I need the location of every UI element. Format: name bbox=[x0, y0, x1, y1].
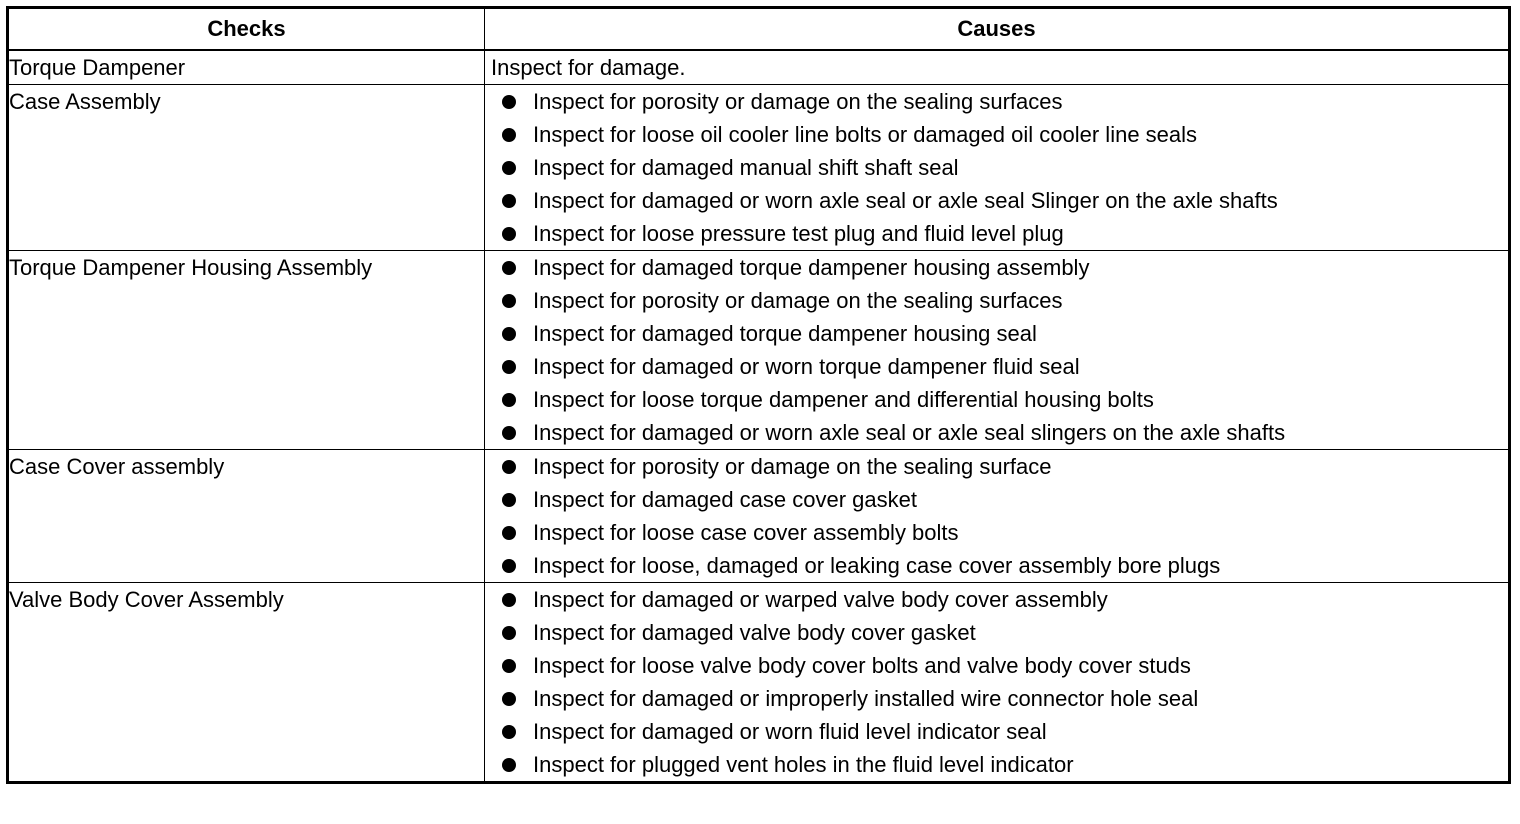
bullet-icon bbox=[502, 526, 516, 540]
table-row bbox=[8, 50, 1510, 85]
cause-text: Inspect for damaged or worn fluid level indicator seal bbox=[533, 719, 1047, 744]
list-item bbox=[485, 217, 1508, 250]
header-checks: Checks bbox=[8, 8, 485, 51]
list-item bbox=[485, 649, 1508, 682]
cause-text: Inspect for damaged case cover gasket bbox=[533, 487, 917, 512]
list-item bbox=[485, 251, 1508, 284]
bullet-icon bbox=[502, 261, 516, 275]
table-row bbox=[8, 450, 1510, 583]
table-row bbox=[8, 85, 1510, 251]
list-item bbox=[485, 284, 1508, 317]
cause-text: Inspect for loose, damaged or leaking case cover assembly bore plugs bbox=[533, 553, 1221, 578]
bullet-icon bbox=[502, 294, 516, 308]
bullet-icon bbox=[502, 426, 516, 440]
table-row bbox=[8, 583, 1510, 783]
cause-text: Inspect for damaged or improperly installed wire connector hole seal bbox=[533, 686, 1199, 711]
cause-cell: Inspect for damage. bbox=[485, 50, 1510, 85]
cause-text: Inspect for loose case cover assembly bolts bbox=[533, 520, 959, 545]
list-item bbox=[485, 383, 1508, 416]
check-cell: Torque Dampener Housing Assembly bbox=[8, 251, 485, 450]
list-item bbox=[485, 317, 1508, 350]
table-row bbox=[8, 251, 1510, 450]
bullet-icon bbox=[502, 692, 516, 706]
list-item bbox=[485, 184, 1508, 217]
bullet-icon bbox=[502, 360, 516, 374]
list-item bbox=[485, 416, 1508, 449]
cause-list bbox=[485, 85, 1508, 250]
list-item bbox=[485, 682, 1508, 715]
checks-causes-table bbox=[6, 6, 1511, 784]
cause-cell bbox=[485, 583, 1510, 783]
bullet-icon bbox=[502, 393, 516, 407]
cause-text: Inspect for porosity or damage on the sealing surfaces bbox=[533, 89, 1063, 114]
cause-text: Inspect for loose torque dampener and differential housing bolts bbox=[533, 387, 1154, 412]
bullet-icon bbox=[502, 659, 516, 673]
bullet-icon bbox=[502, 593, 516, 607]
cause-text: Inspect for plugged vent holes in the fluid level indicator bbox=[533, 752, 1074, 777]
check-cell: Valve Body Cover Assembly bbox=[8, 583, 485, 783]
list-item bbox=[485, 616, 1508, 649]
cause-list bbox=[485, 450, 1508, 582]
bullet-icon bbox=[502, 128, 516, 142]
cause-cell bbox=[485, 450, 1510, 583]
cause-text: Inspect for damaged torque dampener housing seal bbox=[533, 321, 1037, 346]
cause-list bbox=[485, 583, 1508, 781]
list-item bbox=[485, 715, 1508, 748]
cause-text: Inspect for porosity or damage on the sealing surface bbox=[533, 454, 1052, 479]
list-item bbox=[485, 118, 1508, 151]
cause-list bbox=[485, 251, 1508, 449]
cause-cell bbox=[485, 85, 1510, 251]
list-item bbox=[485, 516, 1508, 549]
bullet-icon bbox=[502, 758, 516, 772]
cause-text: Inspect for damaged or worn axle seal or axle seal slingers on the axle shafts bbox=[533, 420, 1286, 445]
bullet-icon bbox=[502, 493, 516, 507]
cause-text: Inspect for damaged torque dampener housing assembly bbox=[533, 255, 1090, 280]
list-item bbox=[485, 483, 1508, 516]
check-cell: Case Cover assembly bbox=[8, 450, 485, 583]
bullet-icon bbox=[502, 161, 516, 175]
cause-text: Inspect for loose valve body cover bolts and valve body cover studs bbox=[533, 653, 1191, 678]
cause-text: Inspect for damaged manual shift shaft seal bbox=[533, 155, 959, 180]
bullet-icon bbox=[502, 327, 516, 341]
cause-text: Inspect for damaged or worn torque dampener fluid seal bbox=[533, 354, 1080, 379]
bullet-icon bbox=[502, 626, 516, 640]
list-item bbox=[485, 748, 1508, 781]
check-cell: Torque Dampener bbox=[8, 50, 485, 85]
bullet-icon bbox=[502, 725, 516, 739]
cause-text: Inspect for loose oil cooler line bolts or damaged oil cooler line seals bbox=[533, 122, 1198, 147]
cause-cell bbox=[485, 251, 1510, 450]
list-item bbox=[485, 85, 1508, 118]
cause-text: Inspect for damaged valve body cover gasket bbox=[533, 620, 976, 645]
table-header-row bbox=[8, 8, 1510, 51]
cause-text: Inspect for loose pressure test plug and fluid level plug bbox=[533, 221, 1064, 246]
cause-text: Inspect for damaged or warped valve body cover assembly bbox=[533, 587, 1108, 612]
bullet-icon bbox=[502, 227, 516, 241]
bullet-icon bbox=[502, 95, 516, 109]
list-item bbox=[485, 151, 1508, 184]
list-item bbox=[485, 549, 1508, 582]
bullet-icon bbox=[502, 559, 516, 573]
bullet-icon bbox=[502, 194, 516, 208]
list-item bbox=[485, 583, 1508, 616]
header-causes: Causes bbox=[485, 8, 1510, 51]
cause-text: Inspect for damaged or worn axle seal or axle seal Slinger on the axle shafts bbox=[533, 188, 1278, 213]
cause-text: Inspect for porosity or damage on the sealing surfaces bbox=[533, 288, 1063, 313]
list-item bbox=[485, 450, 1508, 483]
check-cell: Case Assembly bbox=[8, 85, 485, 251]
list-item bbox=[485, 350, 1508, 383]
bullet-icon bbox=[502, 460, 516, 474]
